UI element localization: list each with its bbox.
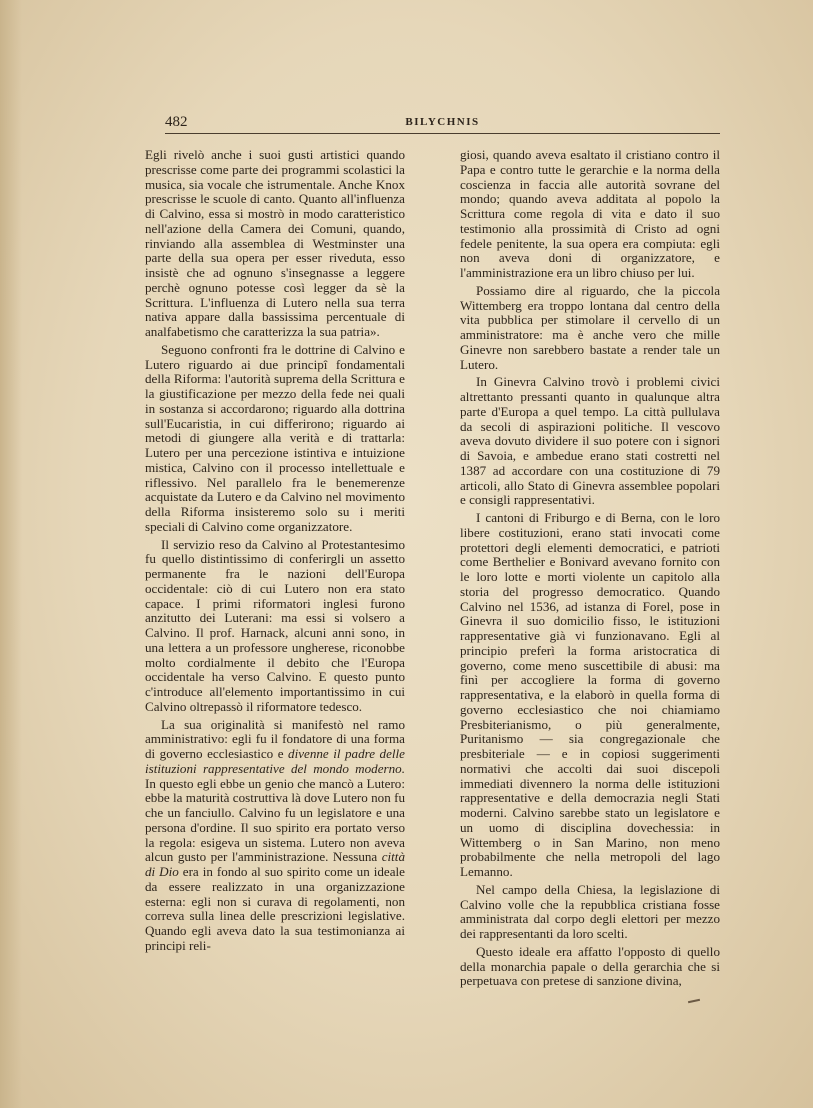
page-number: 482	[165, 114, 188, 130]
emphasis-text: divenne il padre delle istituzioni rappresentative del mondo moderno.	[145, 746, 405, 776]
right-column	[460, 148, 720, 992]
paragraph	[145, 718, 405, 954]
ink-mark	[688, 999, 700, 1003]
paragraph: Egli rivelò anche i suoi gusti artistici quando prescrisse come parte dei programmi scolastici la musica, sia vocale che istrumentale. Anche Knox prescrisse le scuole di canto. Quanto all'influenza di Calvino, essa si mostrò in modo caratteristico nell'azione della Camera dei Comuni, quando, rinviando alla assemblea di Westminster una parte della sua opera per esser riveduta, esso insistè che ad ognuno s'insegnasse a leggere perchè ognuno potesse così legger da sè la Scrittura. L'influenza di Lutero nella sua terra nativa appare dalla bassissima percentuale di analfabetismo che caratterizza la sua patria».	[145, 147, 405, 339]
page-header	[165, 110, 720, 134]
left-column	[145, 148, 405, 957]
paragraph: Nel campo della Chiesa, la legislazione di Calvino volle che la repubblica cristiana fosse amministrata dal corpo degli elettori per mezzo dei rappresentanti da loro scelti.	[460, 881, 720, 941]
paragraph: In Ginevra Calvino trovò i problemi civici altrettanto pressanti quanto in qualunque altra parte d'Europa a quel tempo. La città pullulava da secoli di aspirazioni politiche. Il vescovo aveva dovuto dividere il suo potere con i signori di Savoia, e ambedue erano stati costretti nel 1387 ad accordare con una costituzione di 79 articoli, allo Stato di Ginevra assemblee popolari e consigli rappresentativi.	[460, 374, 720, 508]
paragraph: Possiamo dire al riguardo, che la piccola Wittemberg era troppo lontana dal centro della vita pubblica per stimolare il cervello di un amministratore: ma è anche vero che mille Ginevre non sarebbero bastate a render tale un Lutero.	[460, 282, 720, 372]
text-run: In questo egli ebbe un genio che mancò a Lutero: ebbe la maturità costruttiva là dove Lutero non fu che un fanciullo. Calvino fu un legislatore e una persona d'ordine. Il suo spirito era portato verso la regola: esigeva un sistema. Lutero non aveva alcun gusto per l'amministrazione. Nessuna	[145, 775, 405, 865]
paragraph: Seguono confronti fra le dottrine di Calvino e Lutero riguardo ai due principî fondamentali della Riforma: l'autorità suprema della Scrittura e la giustificazione per mezzo della fede nei quali in sostanza si accordarono; riguardo alla dottrina sull'Eucaristia, in cui differirono; riguardo ai metodi di giungere alla verità e di trattarla: Lutero per una percezione istintiva e intuizione mistica, Calvino con il processo intellettuale e riflessivo. Nel parallelo fra le benemerenze acquistate da Lutero e da Calvino nel movimento della Riforma insisteremo solo su i meriti speciali di Calvino come organizzatore.	[145, 341, 405, 534]
running-title: BILYCHNIS	[405, 116, 480, 128]
paragraph: giosi, quando aveva esaltato il cristiano contro il Papa e contro tutte le gerarchie e la norma della coscienza in faccia alle autorità sovrane del mondo; quando aveva additata al popolo la Scrittura come regola di vita e dato il suo testimonio alla prossimità di Cristo ad ogni fedele penitente, la sua opera era compiuta: egli non aveva doni di organizzatore, e l'amministrazione era un libro chiuso per lui.	[460, 147, 720, 280]
text-run: era in fondo al suo spirito come un ideale da essere realizzato in una organizzazione esterna: egli non si curava di regolamenti, non correva sulla linea delle prescrizioni legislative. Quando egli aveva dato la sua testimonianza ai principi reli-	[145, 864, 405, 953]
paragraph: I cantoni di Friburgo e di Berna, con le loro libere costituzioni, erano stati invocati come protettori degli elementi democratici, e patrioti come Berthelier e Bonivard avevano fornito con le loro lotte e morti violente un capitolo alla storia del progresso democratico. Quando Calvino nel 1536, ad istanza di Forel, pose in Ginevra il suo domicilio fisso, le istituzioni rappresentative già vi funzionavano. Egli al principio preferì la forma aristocratica di governo, come meno suscettibile di abusi: ma finì per accogliere la forma di governo rappresentativa, e la elaborò in quella forma di governo ecclesiastico che noi chiamiamo Presbiterianismo, o più generalmente, Puritanismo — sia congregazionale che presbiteriale — e in copiosi suggerimenti normativi che accolti dai suoi discepoli immediati divennero la norma delle istituzioni rappresentative e della democrazia negli Stati moderni. Calvino sarebbe stato un legislatore e un uomo di disciplina dovechessia: in Wittemberg o in San Marino, non meno probabilmente che nella metropoli del lago Lemanno.	[460, 510, 720, 879]
paragraph: Il servizio reso da Calvino al Protestantesimo fu quello distintissimo di conferirgli un assetto permanente fra le nazioni dell'Europa occidentale: ciò di cui Lutero non era stato capace. I primi riformatori inglesi furono anzitutto dei Luterani: ma essi si volsero a Calvino. Il prof. Harnack, alcuni anni sono, in una lettera a un professore ungherese, riconobbe molto cordialmente il debito che l'Europa occidentale ha verso Calvino. E questo punto c'introduce all'elemento importantissimo in cui Calvino oltrepassò il riformatore tedesco.	[145, 536, 405, 714]
emphasis-text: città di Dio	[145, 849, 405, 879]
header-rule	[165, 133, 720, 134]
page-edge-shadow	[0, 0, 22, 1108]
text-run: La sua originalità si manifestò nel ramo amministrativo: egli fu il fondatore di una forma di governo ecclesiastico e	[145, 716, 405, 761]
paragraph: Questo ideale era affatto l'opposto di quello della monarchia papale o della gerarchia che si perpetuava con pretese di sanzione divina,	[460, 943, 720, 989]
